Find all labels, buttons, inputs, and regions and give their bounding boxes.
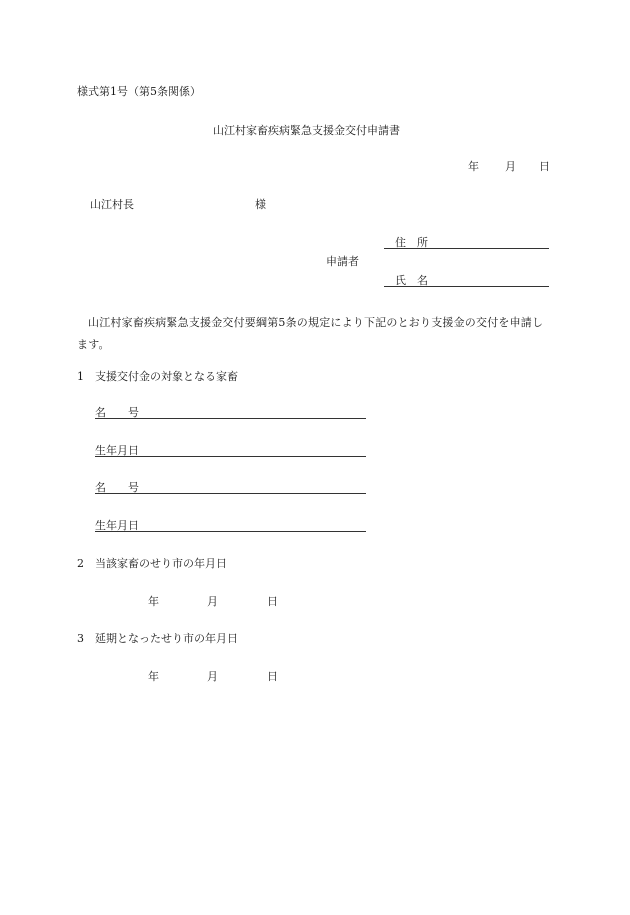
- livestock-birthdate-label: 生年月日: [95, 444, 139, 457]
- postponed-date-day: 日: [267, 670, 278, 683]
- date-day: 日: [539, 160, 550, 173]
- postponed-date-month: 月: [207, 670, 218, 683]
- section-2-number: 2: [77, 557, 84, 570]
- section-3-title: 延期となったせり市の年月日: [95, 632, 238, 645]
- address-label: 住 所: [395, 236, 428, 249]
- form-number: 様式第1号（第5条関係）: [77, 85, 201, 98]
- auction-date-month: 月: [207, 595, 218, 608]
- addressee-name: 山江村長: [90, 198, 134, 211]
- body-text: 山江村家畜疾病緊急支援金交付要綱第5条の規定により下記のとおり支援金の交付を申請します。: [77, 316, 544, 351]
- date-year: 年: [468, 160, 479, 173]
- applicant-label: 申請者: [326, 255, 359, 268]
- section-1-number: 1: [77, 370, 84, 383]
- name-label: 氏 名: [395, 274, 428, 287]
- auction-date-year: 年: [148, 595, 159, 608]
- form-title: 山江村家畜疾病緊急支援金交付申請書: [213, 124, 400, 137]
- livestock-name-field[interactable]: [95, 493, 366, 494]
- auction-date-day: 日: [267, 595, 278, 608]
- date-month: 月: [505, 160, 516, 173]
- name-field[interactable]: [384, 286, 549, 287]
- section-3-number: 3: [77, 632, 84, 645]
- livestock-birthdate-field[interactable]: [95, 531, 366, 532]
- livestock-birthdate-label: 生年月日: [95, 519, 139, 532]
- livestock-name-field[interactable]: [95, 418, 366, 419]
- addressee-honorific: 様: [255, 198, 266, 211]
- postponed-date-year: 年: [148, 670, 159, 683]
- address-field[interactable]: [384, 248, 549, 249]
- livestock-name-label: 名 号: [95, 481, 139, 494]
- livestock-name-label: 名 号: [95, 406, 139, 419]
- livestock-birthdate-field[interactable]: [95, 456, 366, 457]
- section-2-title: 当該家畜のせり市の年月日: [95, 557, 227, 570]
- section-1-title: 支援交付金の対象となる家畜: [95, 370, 238, 383]
